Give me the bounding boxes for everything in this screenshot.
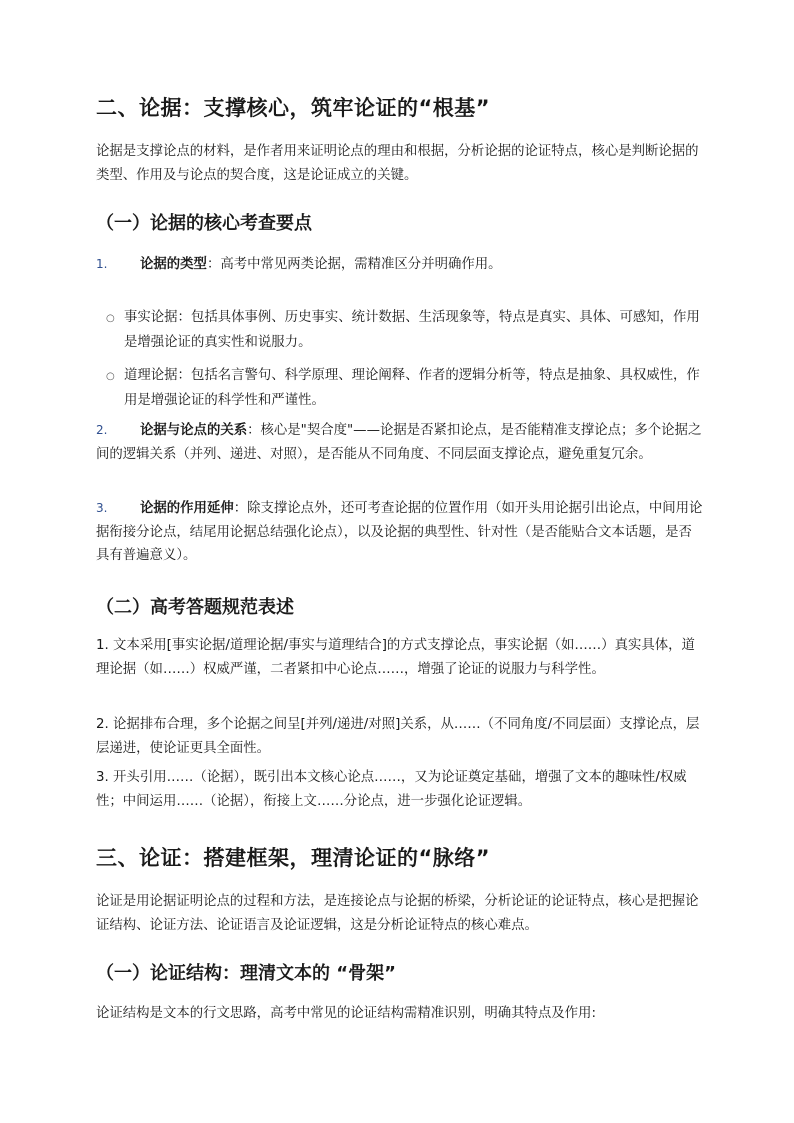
circle-bullet-icon: ○ (106, 313, 115, 324)
list-item-text: ：核心是"契合度"——论据是否紧扣论点，是否能精准支撑论点；多个论据之间的逻辑关系（并列、递进、对照），是否能从不同角度、不同层面支撑论点，避免重复冗余。 (96, 423, 702, 462)
answer-para-2: 2. 论据排布合理，多个论据之间呈[并列/递进/对照]关系，从……（不同角度/不同层面）支撑论点，层层递进，使论证更具全面性。 (96, 717, 700, 756)
section-3-sub-1-heading: （一）论证结构：理清文本的 “骨架” (96, 963, 396, 984)
section-2-sub-1-heading: （一）论据的核心考查要点 (96, 213, 312, 234)
list-item-text: ：除支撑论点外，还可考查论据的位置作用（如开头用论据引出论点，中间用论据衔接分论点，结尾用论据总结强化论点），以及论据的典型性、针对性（是否能贴合文本话题，是否具有普遍意义）。 (96, 501, 703, 563)
answer-para-1: 1. 文本采用[事实论据/道理论据/事实与道理结合]的方式支撑论点，事实论据（如……）真实具体，道理论据（如……）权威严谨，二者紧扣中心论点……，增强了论证的说服力与科学性。 (96, 638, 695, 677)
bullet-text: 事实论据：包括具体事例、历史事实、统计数据、生活现象等，特点是真实、具体、可感知，作用是增强论证的真实性和说服力。 (124, 310, 700, 350)
section-2-sub-2-heading: （二）高考答题规范表述 (96, 597, 294, 618)
section-3-sub-1-intro: 论证结构是文本的行文思路，高考中常见的论证结构需精准识别，明确其特点及作用: (96, 1006, 596, 1021)
section-3-heading: 三、论证：搭建框架，理清论证的“脉络” (96, 846, 491, 870)
list-number: 2. (96, 423, 108, 437)
section-2-heading: 二、论据：支撑核心，筑牢论证的“根基” (96, 96, 491, 120)
list-item-text: ：高考中常见两类论据，需精准区分并明确作用。 (206, 257, 502, 272)
list-item-label: 论据与论点的关系 (140, 423, 248, 438)
list-item-label: 论据的类型 (140, 257, 207, 272)
section-2-intro: 论据是支撑论点的材料，是作者用来证明论点的理由和根据，分析论据的论证特点，核心是判断论据的类型、作用及与论点的契合度，这是论证成立的关键。 (96, 144, 699, 183)
list-item-2 (96, 419, 704, 466)
list-item-label: 论据的作用延伸 (140, 501, 234, 516)
list-number: 1. (96, 257, 108, 271)
section-3-intro: 论证是用论据证明论点的过程和方法，是连接论点与论据的桥梁，分析论证的论证特点，核心是把握论证结构、论证方法、论证语言及论证逻辑，这是分析论证特点的核心难点。 (96, 894, 699, 933)
bullet-item-1 (96, 306, 704, 354)
list-number: 3. (96, 501, 108, 515)
list-item-1 (96, 253, 704, 277)
bullet-text: 道理论据：包括名言警句、科学原理、理论阐释、作者的逻辑分析等，特点是抽象、具权威性，作用是增强论证的科学性和严谨性。 (124, 368, 700, 408)
list-item-3 (96, 497, 704, 568)
bullet-item-2 (96, 364, 704, 412)
answer-para-3: 3. 开头引用……（论据），既引出本文核心论点……，又为论证奠定基础，增强了文本的趣味性/权威性；中间运用……（论据），衔接上文……分论点，进一步强化论证逻辑。 (96, 770, 687, 809)
circle-bullet-icon: ○ (106, 371, 115, 382)
